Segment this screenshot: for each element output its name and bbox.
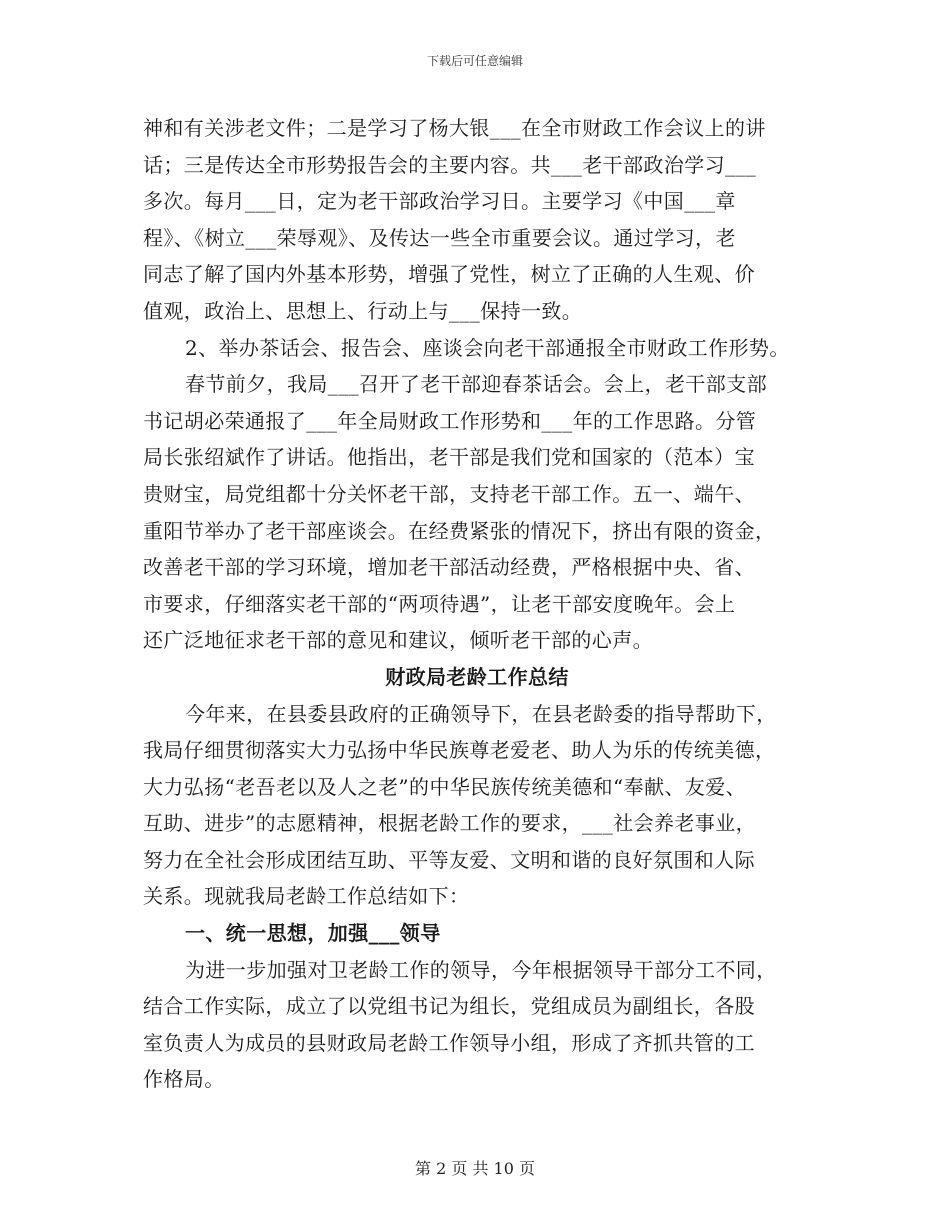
text-line: 值观，政治上、思想上、行动上与___保持一致。 [143,298,583,323]
text-line: 贵财宝，局党组都十分关怀老干部，支持老干部工作。五一、端午、 [143,481,755,506]
text-line: 结合工作实际，成立了以党组书记为组长，党组成员为副组长，各股 [143,994,755,1019]
section-title: 财政局老龄工作总结 [385,664,569,689]
text-line: 努力在全社会形成团结互助、平等友爱、文明和谐的良好氛围和人际 [143,847,755,872]
text-line: 室负责人为成员的县财政局老龄工作领导小组，形成了齐抓共管的工 [143,1030,755,1055]
text-line: 改善老干部的学习环境，增加老干部活动经费，严格根据中央、省、 [143,555,755,580]
text-line: 我局仔细贯彻落实大力弘扬中华民族尊老爱老、助人为乐的传统美德， [143,738,776,763]
page-footer: 第 2 页 共 10 页 [415,1159,535,1178]
text-line: 同志了解了国内外基本形势，增强了党性，树立了正确的人生观、价 [143,262,755,287]
document-body [143,110,811,1098]
text-line: 今年来，在县委县政府的正确领导下，在县老龄委的指导帮助下， [185,701,777,726]
text-line: 互助、进步”的志愿精神，根据老龄工作的要求，___社会养老事业， [143,811,757,836]
text-line: 书记胡必荣通报了___年全局财政工作形势和___年的工作思路。分管 [143,408,757,433]
text-line: 一、统一思想，加强___领导 [185,921,441,946]
text-line: 局长张绍斌作了讲话。他指出，老干部是我们党和国家的（范本）宝 [143,445,755,470]
text-line: 话；三是传达全市形势报告会的主要内容。共___老干部政治学习___ [143,152,757,177]
text-line: 还广泛地征求老干部的意见和建议，倾听老干部的心声。 [143,628,653,653]
text-line: 市要求，仔细落实老干部的“两项待遇”，让老干部安度晚年。会上 [143,591,736,616]
text-line: 程》、《树立___荣辱观》、及传达一些全市重要会议。通过学习，老 [143,225,736,250]
text-line: 多次。每月___日，定为老干部政治学习日。主要学习《中国___章 [143,189,736,214]
text-line: 春节前夕，我局___召开了老干部迎春茶话会。会上，老干部支部 [185,372,767,397]
text-line: 作格局。 [143,1067,225,1092]
text-line: 神和有关涉老文件；二是学习了杨大银___在全市财政工作会议上的讲 [143,116,766,140]
text-line: 重阳节举办了老干部座谈会。在经费紧张的情况下，挤出有限的资金， [143,518,776,543]
text-line: 关系。现就我局老龄工作总结如下： [143,884,470,909]
text-line: 大力弘扬“老吾老以及人之老”的中华民族传统美德和“奉献、友爱、 [143,774,747,799]
page-header: 下载后可任意编辑 [426,54,523,68]
text-line: 2、举办茶话会、报告会、座谈会向老干部通报全市财政工作形势。 [185,335,790,360]
text-line: 为进一步加强对卫老龄工作的领导，今年根据领导干部分工不同， [185,957,777,982]
